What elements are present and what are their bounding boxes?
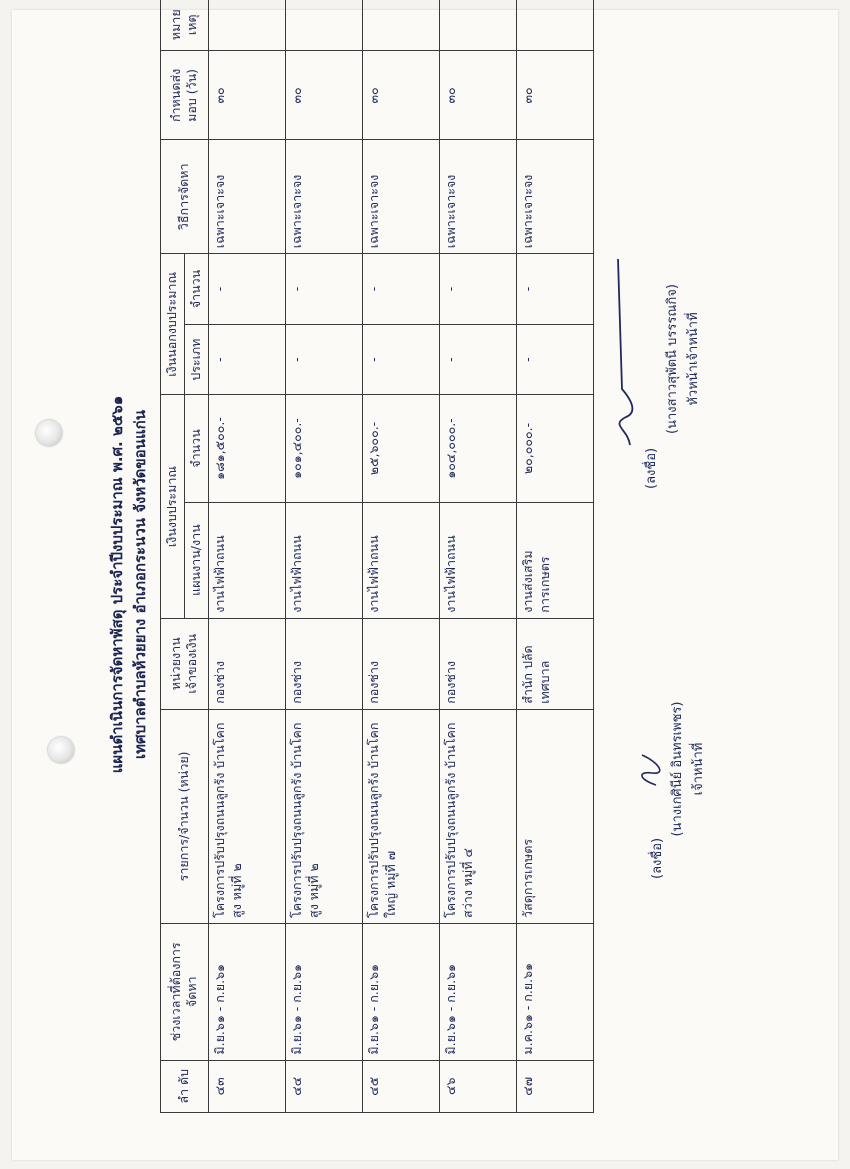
cell-deadline: ๓๐ [362, 51, 439, 140]
sign-label: (ลงชื่อ) [650, 837, 665, 879]
cell-deadline: ๓๐ [285, 51, 362, 140]
header-no: ลำ ดับ [161, 1060, 209, 1112]
header-budget-plan: แผนงาน/งาน [184, 502, 208, 618]
header-off-type: ประเภท [184, 324, 208, 395]
header-deadline: กำหนดส่ง มอบ (วัน) [161, 51, 209, 140]
cell-no: ๔๖ [439, 1060, 516, 1112]
cell-off-amount: - [516, 254, 593, 325]
signatory-position: หัวหน้าเจ้าหน้าที่ [686, 312, 701, 406]
cell-method: เฉพาะเจาะจง [285, 140, 362, 254]
cell-no: ๔๕ [362, 1060, 439, 1112]
cell-period: มิ.ย.๖๑ - ก.ย.๖๑ [439, 923, 516, 1060]
procurement-plan-table [160, 0, 594, 1113]
signatory-name: (นางเกศินีย์ อินทรเพชร) [670, 701, 685, 837]
header-unit: หน่วยงาน เจ้าของเงิน [161, 618, 209, 709]
cell-amount: ๑๐๔,๐๐๐.- [439, 395, 516, 502]
cell-period: มิ.ย.๖๑ - ก.ย.๖๑ [362, 923, 439, 1060]
cell-method: เฉพาะเจาะจง [516, 140, 593, 254]
cell-remark [285, 0, 362, 51]
signatory-position: เจ้าหน้าที่ [691, 742, 706, 796]
table-row [439, 0, 516, 1113]
cell-off-type: - [516, 324, 593, 395]
header-item: รายการ/จำนวน (หน่วย) [161, 709, 209, 923]
signature-mark [634, 749, 664, 789]
cell-plan: งานไฟฟ้าถนน [285, 502, 362, 618]
cell-off-amount: - [439, 254, 516, 325]
cell-amount: ๒๐,๐๐๐.- [516, 395, 593, 502]
cell-item: โครงการปรับปรุงถนนลูกรัง บ้านโคกสูง หมู่ที่ ๒ [208, 709, 285, 923]
table-header-row [161, 0, 185, 1113]
cell-remark [362, 0, 439, 51]
cell-remark [208, 0, 285, 51]
cell-off-type: - [439, 324, 516, 395]
cell-unit: กองช่าง [362, 618, 439, 709]
cell-plan: งานส่งเสริม การเกษตร [516, 502, 593, 618]
cell-deadline: ๓๐ [516, 51, 593, 140]
sign-label: (ลงชื่อ) [644, 447, 659, 489]
signatory-name: (นางสาวสุพัตนี บรรรณกิจ) [665, 284, 680, 434]
header-remark: หมาย เหตุ [161, 0, 209, 51]
signature-block-officer [640, 659, 708, 879]
table-row [285, 0, 362, 1113]
signature-mark [600, 249, 640, 449]
cell-deadline: ๓๐ [439, 51, 516, 140]
cell-remark [439, 0, 516, 51]
cell-off-amount: - [285, 254, 362, 325]
signature-block-head [600, 229, 703, 489]
header-method: วิธีการจัดหา [161, 140, 209, 254]
document-subtitle: เทศบาลตำบลห้วยยาง อำเภอกระนวน จังหวัดขอนแก่น [131, 410, 149, 759]
cell-no: ๔๓ [208, 1060, 285, 1112]
header-offbudget: เงินนอกงบประมาณ [161, 254, 185, 395]
cell-remark [516, 0, 593, 51]
cell-no: ๔๗ [516, 1060, 593, 1112]
header-budget-amount: จำนวน [184, 395, 208, 502]
cell-deadline: ๓๐ [208, 51, 285, 140]
cell-off-type: - [362, 324, 439, 395]
cell-item: วัสดุการเกษตร [516, 709, 593, 923]
cell-unit: สำนัก ปลัดเทศบาล [516, 618, 593, 709]
cell-unit: กองช่าง [439, 618, 516, 709]
cell-off-amount: - [208, 254, 285, 325]
document-title: แผนดำเนินการจัดหาพัสดุ ประจำปีงบประมาณ พ.ศ. ๒๕๖๑ [108, 395, 126, 774]
cell-amount: ๒๕,๖๐๐.- [362, 395, 439, 502]
cell-amount: ๑๘๑,๕๐๐.- [208, 395, 285, 502]
cell-plan: งานไฟฟ้าถนน [208, 502, 285, 618]
cell-method: เฉพาะเจาะจง [208, 140, 285, 254]
cell-plan: งานไฟฟ้าถนน [439, 502, 516, 618]
cell-unit: กองช่าง [208, 618, 285, 709]
table-row [516, 0, 593, 1113]
header-budget: เงินงบประมาณ [161, 395, 185, 618]
header-period: ช่วงเวลาที่ต้องการ จัดหา [161, 923, 209, 1060]
cell-item: โครงการปรับปรุงถนนลูกรัง บ้านโคกใหญ่ หมู่ที่ ๗ [362, 709, 439, 923]
cell-item: โครงการปรับปรุงถนนลูกรัง บ้านโคกสว่าง หมู่ที่ ๔ [439, 709, 516, 923]
cell-off-amount: - [362, 254, 439, 325]
cell-method: เฉพาะเจาะจง [439, 140, 516, 254]
cell-unit: กองช่าง [285, 618, 362, 709]
table-row [208, 0, 285, 1113]
cell-method: เฉพาะเจาะจง [362, 140, 439, 254]
cell-amount: ๑๐๑,๔๐๐.- [285, 395, 362, 502]
cell-period: ม.ค.๖๑ - ก.ย.๖๑ [516, 923, 593, 1060]
table-row [362, 0, 439, 1113]
cell-item: โครงการปรับปรุงถนนลูกรัง บ้านโคกสูง หมู่ที่ ๒ [285, 709, 362, 923]
cell-plan: งานไฟฟ้าถนน [362, 502, 439, 618]
cell-off-type: - [208, 324, 285, 395]
cell-off-type: - [285, 324, 362, 395]
header-off-amount: จำนวน [184, 254, 208, 325]
cell-period: มิ.ย.๖๑ - ก.ย.๖๑ [208, 923, 285, 1060]
cell-no: ๔๔ [285, 1060, 362, 1112]
cell-period: มิ.ย.๖๑ - ก.ย.๖๑ [285, 923, 362, 1060]
